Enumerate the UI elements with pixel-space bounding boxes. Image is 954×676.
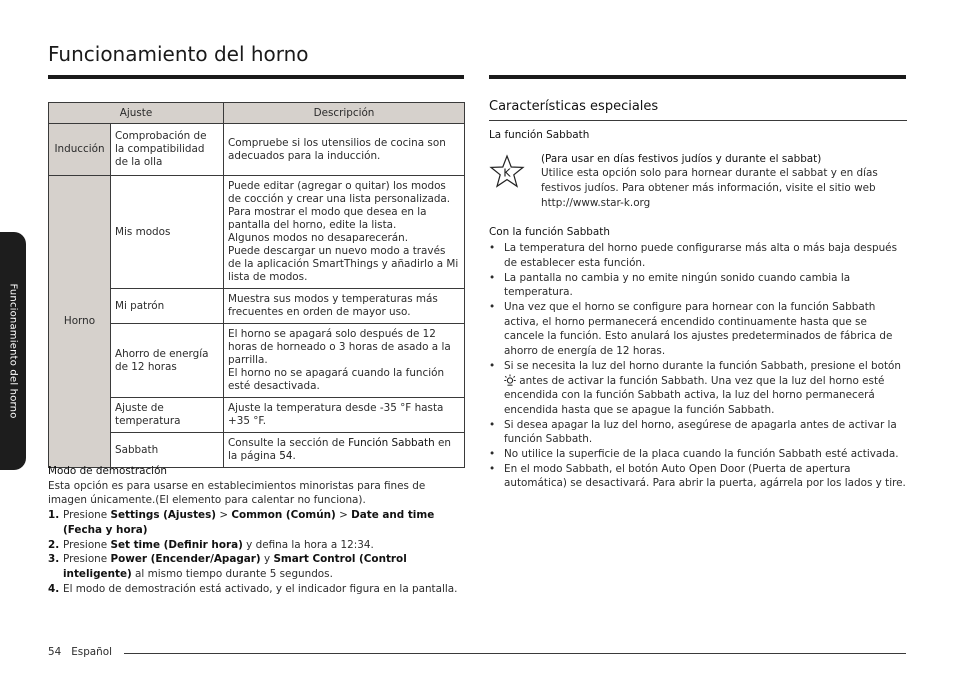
button-smart-control: Smart Control (Control inteligente): [63, 553, 407, 580]
demo-step: [48, 538, 466, 553]
description-cell: [224, 176, 465, 289]
list-item-text: antes de activar la función Sabbath. Una vez que la luz del horno esté encendida con la función Sabbath activa, la luz del horno permanecerá encendida hasta que se apague la función Sabbath.: [504, 374, 885, 416]
demo-heading: Modo de demostración: [48, 465, 168, 477]
step-text: Presione: [63, 553, 111, 566]
list-item-text: Si se necesita la luz del horno durante la función Sabbath, presione el botón: [504, 359, 901, 372]
setting-cell: Mis modos: [111, 176, 224, 289]
header-ajuste: Ajuste: [49, 103, 224, 124]
setting-cell: Ahorro de energía de 12 horas: [111, 324, 224, 398]
step-number: 3.: [48, 553, 60, 566]
description-line: Para mostrar el modo que desea en la pantalla del horno, edite la lista.: [228, 206, 427, 231]
description-text: Consulte la sección de: [228, 437, 349, 449]
list-item: • En el modo Sabbath, el botón Auto Open Door (Puerta de apertura automática) se desactivará. Para abrir la puerta, agárrela por los lados y tire.: [489, 462, 907, 491]
sabbath-description: Utilice esta opción solo para hornear durante el sabbat y en días festivos judíos. Para obtener más información, visite el sitio web http://www.star-k.org: [541, 167, 878, 209]
star-k-icon: [489, 152, 541, 211]
description-cell: [224, 398, 465, 433]
list-item: • Si desea apagar la luz del horno, asegúrese de apagarla antes de activar la función Sabbath.: [489, 418, 907, 447]
page-title: Funcionamiento del horno: [48, 42, 309, 66]
demo-step: [48, 582, 466, 597]
category-horno: Horno: [49, 176, 111, 468]
step-separator: >: [216, 509, 232, 522]
table-row: [49, 324, 465, 398]
page-number: 54: [48, 646, 62, 658]
table-row: [49, 124, 465, 176]
step-number: 1.: [48, 509, 60, 522]
table-row: [49, 398, 465, 433]
description-line: Puede editar (agregar o quitar) los modos de cocción y crear una lista personalizada.: [228, 180, 451, 205]
demo-step: [48, 552, 466, 581]
header-descripcion: Descripción: [224, 103, 465, 124]
settings-table: [48, 102, 465, 468]
menu-settings: Settings (Ajustes): [110, 509, 217, 522]
page-footer: [48, 646, 122, 658]
light-bulb-icon: [504, 374, 516, 386]
page-reference[interactable]: 54: [279, 450, 293, 462]
step-text: El modo de demostración está activado, y el indicador figura en la pantalla.: [63, 582, 458, 595]
step-separator: >: [335, 509, 352, 522]
special-features-heading: Características especiales: [489, 99, 659, 114]
setting-cell: Ajuste de temperatura: [111, 398, 224, 433]
list-item: • La pantalla no cambia y no emite ningún sonido cuando cambia la temperatura.: [489, 271, 907, 300]
step-text: Presione: [63, 509, 111, 522]
description-cell: [224, 324, 465, 398]
list-item: • La temperatura del horno puede configurarse más alta o más baja después de establecer esta función.: [489, 241, 907, 270]
description-line: Puede descargar un nuevo modo a través de la aplicación SmartThings y añadirlo a Mi lista de modos.: [228, 245, 459, 283]
footer-language: Español: [71, 646, 113, 658]
demo-mode-section: [48, 464, 466, 596]
sabbath-note: (Para usar en días festivos judíos y durante el sabbat): [541, 152, 822, 165]
sabbath-section-link[interactable]: Función Sabbath: [348, 437, 435, 449]
category-induccion: Inducción: [49, 124, 111, 176]
description-line: Algunos modos no desaparecerán.: [228, 232, 409, 244]
footer-rule: [124, 653, 906, 654]
table-row: [49, 176, 465, 289]
side-tab: [0, 232, 26, 470]
setting-cell: Mi patrón: [111, 289, 224, 324]
step-text: y: [260, 553, 274, 566]
description-cell: [224, 433, 465, 468]
demo-intro: Esta opción es para usarse en establecimientos minoristas para fines de imagen únicamente.(El elemento para calentar no funciona).: [48, 479, 426, 507]
heading-rule: [489, 120, 907, 121]
description-text: .: [292, 450, 296, 462]
special-features-section: [489, 96, 907, 491]
description-line: El horno no se apagará cuando la función esté desactivada.: [228, 367, 445, 392]
list-item: • Una vez que el horno se configure para hornear con la función Sabbath activa, el horno permanecerá encendido continuamente hasta que se cancele la función. Esto anulará los ajustes predeterminados de fábrica de ahorro de energía de 12 horas.: [489, 300, 907, 359]
button-power: Power (Encender/Apagar): [110, 553, 261, 566]
demo-step: [48, 508, 466, 537]
menu-set-time: Set time (Definir hora): [110, 538, 243, 551]
right-title-rule: [489, 75, 906, 79]
step-text: al mismo tiempo durante 5 segundos.: [131, 567, 333, 580]
table-row: [49, 289, 465, 324]
table-row: [49, 433, 465, 468]
sabbath-info: [489, 152, 907, 211]
step-number: 4.: [48, 582, 60, 595]
setting-cell: Comprobación de la compatibilidad de la olla: [111, 124, 224, 176]
sabbath-heading: La función Sabbath: [489, 129, 590, 141]
menu-date-time: Date and time (Fecha y hora): [63, 509, 435, 536]
demo-steps: [48, 508, 466, 596]
description-line: El horno se apagará solo después de 12 horas de horneado o 3 horas de asado a la parrilla.: [228, 328, 451, 366]
menu-common: Common (Común): [231, 509, 336, 522]
setting-cell: Sabbath: [111, 433, 224, 468]
list-item: • No utilice la superficie de la placa cuando la función Sabbath esté activada.: [489, 447, 907, 462]
sabbath-bullets: [489, 241, 907, 491]
with-sabbath-heading: Con la función Sabbath: [489, 225, 610, 238]
step-text: Presione: [63, 538, 111, 551]
description-line: Muestra sus modos y temperaturas más frecuentes en orden de mayor uso.: [228, 293, 438, 318]
description-line: Ajuste la temperatura desde -35 °F hasta +35 °F.: [228, 402, 444, 427]
left-title-rule: [48, 75, 464, 79]
description-cell: [224, 289, 465, 324]
step-text: y defina la hora a 12:34.: [242, 538, 374, 551]
list-item: [489, 359, 907, 418]
step-number: 2.: [48, 538, 60, 551]
star-k-letter: K: [503, 166, 511, 180]
description-text: en la página: [228, 437, 451, 462]
side-tab-label: Funcionamiento del horno: [7, 283, 19, 419]
table-header-row: [49, 103, 465, 124]
description-cell: Compruebe si los utensilios de cocina son adecuados para la inducción.: [224, 124, 465, 176]
